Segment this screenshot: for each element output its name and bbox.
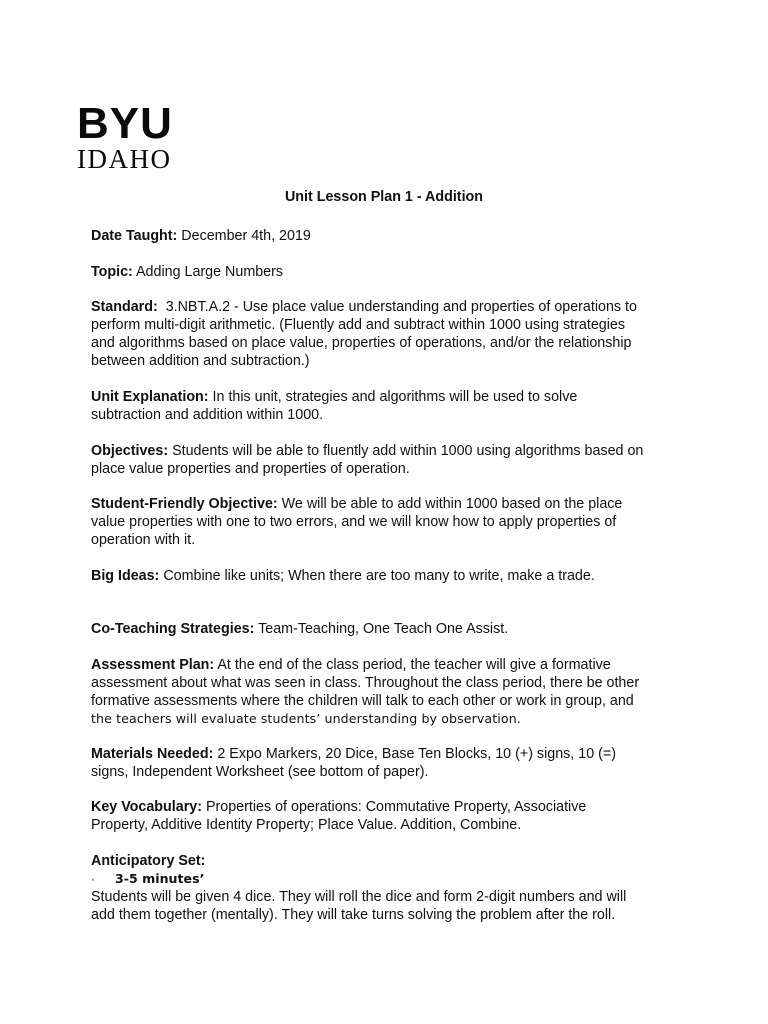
anticipatory-set-line: Students will be given 4 dice. They will roll the dice and form 2-digit numbers and will xyxy=(91,889,627,905)
assessment-plan-label: Assessment Plan: xyxy=(91,657,215,673)
anticipatory-set-label: Anticipatory Set: xyxy=(91,853,206,869)
unit-explanation-label: Unit Explanation: xyxy=(91,389,209,405)
materials-needed-label: Materials Needed: xyxy=(91,746,214,762)
materials-needed-section xyxy=(91,745,691,781)
student-friendly-objective-line: value properties with one to two errors, and we will know how to apply properties of xyxy=(91,514,617,530)
document-title: Unit Lesson Plan 1 - Addition xyxy=(284,189,484,205)
big-ideas-label: Big Ideas: xyxy=(91,568,160,584)
date-taught-label: Date Taught: xyxy=(91,228,178,244)
objectives-text: Students will be able to fluently add within 1000 using algorithms based on xyxy=(172,443,644,459)
assessment-plan-line: formative assessments where the children will talk to each other or work in group, and xyxy=(91,693,634,709)
byu-idaho-logo xyxy=(77,99,187,174)
objectives-label: Objectives: xyxy=(91,443,169,459)
key-vocabulary-section xyxy=(91,798,691,834)
anticipatory-set-section xyxy=(91,852,691,924)
standard-section xyxy=(91,298,691,370)
standard-line: perform multi-digit arithmetic. (Fluently add and subtract within 1000 using strategies xyxy=(91,317,625,333)
key-vocabulary-line: Property, Additive Identity Property; Place Value. Addition, Combine. xyxy=(91,817,522,833)
date-taught-section xyxy=(91,227,691,245)
date-taught-value: December 4th, 2019 xyxy=(181,228,311,244)
materials-needed-line: signs, Independent Worksheet (see bottom of paper). xyxy=(91,764,429,780)
topic-label: Topic: xyxy=(91,264,133,280)
standard-text: 3.NBT.A.2 - Use place value understanding and properties of operations to xyxy=(165,299,637,315)
unit-explanation-line: subtraction and addition within 1000. xyxy=(91,407,324,423)
student-friendly-objective-section xyxy=(91,495,691,549)
student-friendly-objective-text: We will be able to add within 1000 based on the place xyxy=(281,496,623,512)
materials-needed-text: 2 Expo Markers, 20 Dice, Base Ten Blocks, 10 (+) signs, 10 (=) xyxy=(217,746,616,762)
big-ideas-text: Combine like units; When there are too many to write, make a trade. xyxy=(163,568,595,584)
objectives-section xyxy=(91,442,691,478)
assessment-plan-section xyxy=(91,656,691,728)
key-vocabulary-label: Key Vocabulary: xyxy=(91,799,202,815)
anticipatory-set-time: 3-5 minutes’ xyxy=(115,871,205,886)
logo-idaho-text: IDAHO xyxy=(77,144,172,174)
assessment-plan-text: At the end of the class period, the teacher will give a formative xyxy=(217,657,611,673)
standard-line: between addition and subtraction.) xyxy=(91,353,310,369)
assessment-plan-line: the teachers will evaluate students’ understanding by observation. xyxy=(91,711,521,726)
student-friendly-objective-label: Student-Friendly Objective: xyxy=(91,496,278,512)
co-teaching-section xyxy=(91,620,691,638)
standard-line: and algorithms based on place value, properties of operations, and/or the relationship xyxy=(91,335,632,351)
objectives-line: place value properties and properties of operation. xyxy=(91,461,410,477)
unit-explanation-section xyxy=(91,388,691,424)
standard-label: Standard: xyxy=(91,299,158,315)
unit-explanation-text: In this unit, strategies and algorithms will be used to solve xyxy=(212,389,578,405)
student-friendly-objective-line: operation with it. xyxy=(91,532,196,548)
assessment-plan-line: assessment about what was seen in class. Throughout the class period, there be other xyxy=(91,675,640,691)
co-teaching-text: Team-Teaching, One Teach One Assist. xyxy=(258,621,509,637)
key-vocabulary-text: Properties of operations: Commutative Property, Associative xyxy=(205,799,587,815)
co-teaching-label: Co-Teaching Strategies: xyxy=(91,621,255,637)
anticipatory-set-line: add them together (mentally). They will take turns solving the problem after the roll. xyxy=(91,907,616,923)
topic-section xyxy=(91,263,691,281)
topic-value: Adding Large Numbers xyxy=(136,264,284,280)
anticipatory-set-bullet-item xyxy=(91,870,691,888)
bullet-icon: · xyxy=(91,872,95,886)
logo-byu-text: BYU xyxy=(77,99,173,148)
big-ideas-section xyxy=(91,567,691,585)
